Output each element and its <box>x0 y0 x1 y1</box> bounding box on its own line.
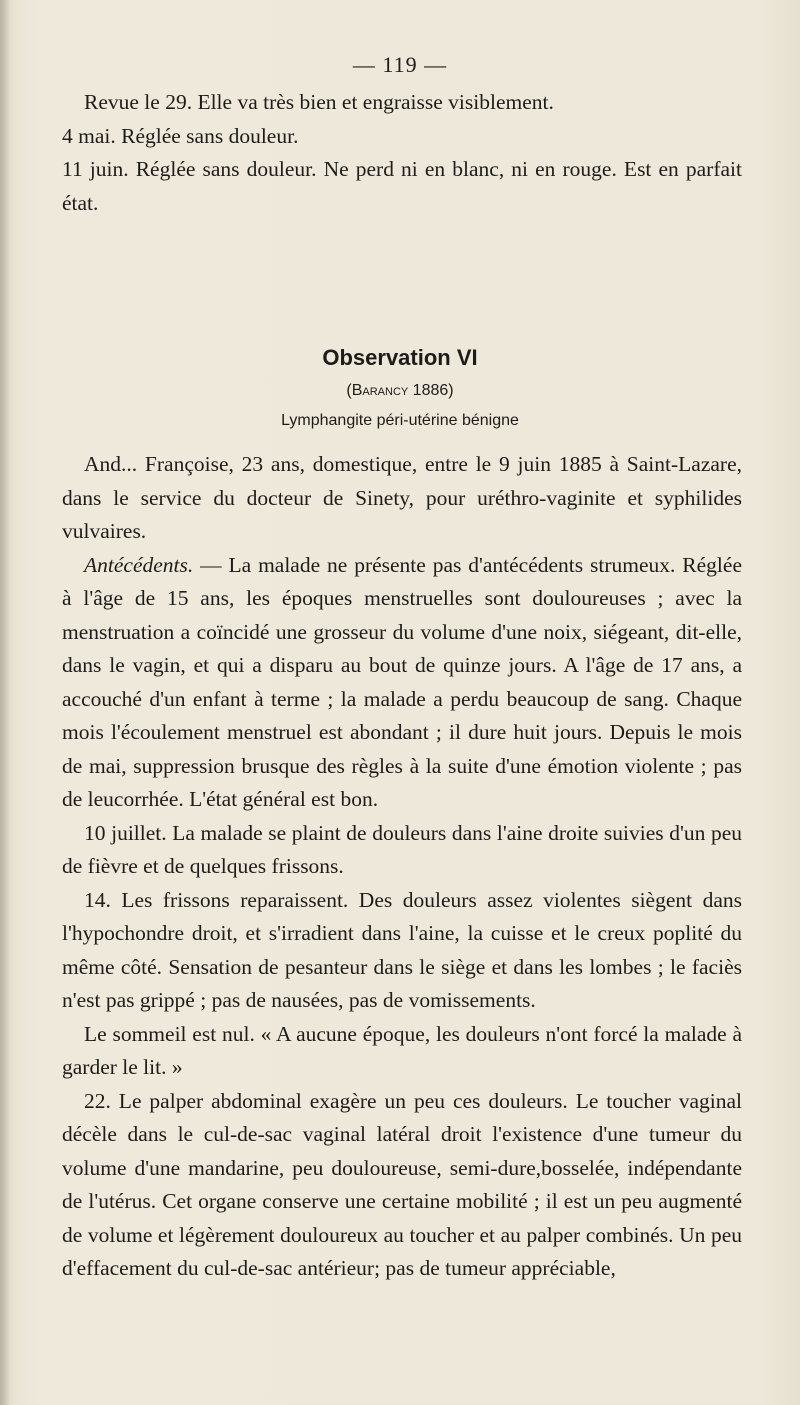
antecedents-label: Antécédents. <box>84 552 194 577</box>
observation-source <box>0 382 800 400</box>
paragraph-sommeil: Le sommeil est nul. « A aucune époque, les douleurs n'ont forcé la malade à garder le lit. » <box>62 1021 742 1079</box>
source-year: 1886) <box>408 382 454 399</box>
observation-body <box>62 448 742 1286</box>
intro-line-1: Revue le 29. Elle va très bien et engraisse visiblement. <box>84 90 554 114</box>
page-number: — 119 — <box>352 52 448 77</box>
antecedents-text: — La malade ne présente pas d'antécédents strumeux. Réglée à l'âge de 15 ans, les époques menstruelles sont douloureuses ; avec la menstruation a coïncidé une grosseur du volume d'une noix, siégeant, dit-elle, dans le vagin, et qui a disparu au bout de quinze jours. A l'âge de 17 ans, a accouché d'un enfant à terme ; la malade a perdu beaucoup de sang. Chaque mois l'écoulement menstruel est abondant ; il dure huit jours. Depuis le mois de mai, suppression brusque des règles à la suite d'une émotion violente ; pas de leucorrhée. L'état général est bon. <box>62 552 742 811</box>
paragraph-14: 14. Les frissons reparaissent. Des douleurs assez violentes siègent dans l'hypochondre droit, et s'irradient dans l'aine, la cuisse et le creux poplité du même côté. Sensation de pesanteur dans le siège et dans les lombes ; le faciès n'est pas grippé ; pas de nausées, pas de vomissements. <box>62 887 742 1012</box>
source-author: Barancy <box>351 382 409 399</box>
paragraph-10-juillet: 10 juillet. La malade se plaint de douleurs dans l'aine droite suivies d'un peu de fièvre et de quelques frissons. <box>62 820 742 878</box>
intro-line-3: 11 juin. Réglée sans douleur. Ne perd ni en blanc, ni en rouge. Est en parfait état. <box>62 157 742 215</box>
paragraph-patient: And... Françoise, 23 ans, domestique, entre le 9 juin 1885 à Saint-Lazare, dans le service du docteur de Sinety, pour uréthro-vaginite et syphilides vulvaires. <box>62 452 742 543</box>
observation-subtitle: Lymphangite péri-utérine bénigne <box>281 412 519 429</box>
paragraph-antecedents <box>62 549 742 817</box>
intro-line-2: 4 mai. Réglée sans douleur. <box>62 123 299 148</box>
source-open: ( <box>346 382 352 399</box>
paragraph-22: 22. Le palper abdominal exagère un peu ces douleurs. Le toucher vaginal décèle dans le cul-de-sac vaginal latéral droit l'existence d'une tumeur du volume d'une mandarine, peu douloureuse, semi-dure,bosselée, indépendante de l'utérus. Cet organe conserve une certaine mobilité ; il est un peu augmenté de volume et légèrement douloureux au toucher et au palper combinés. Un peu d'effacement du cul-de-sac antérieur; pas de tumeur appréciable, <box>62 1088 742 1280</box>
observation-title: Observation VI <box>322 345 478 370</box>
page-edge-shadow <box>0 0 10 1405</box>
intro-text <box>62 86 742 220</box>
